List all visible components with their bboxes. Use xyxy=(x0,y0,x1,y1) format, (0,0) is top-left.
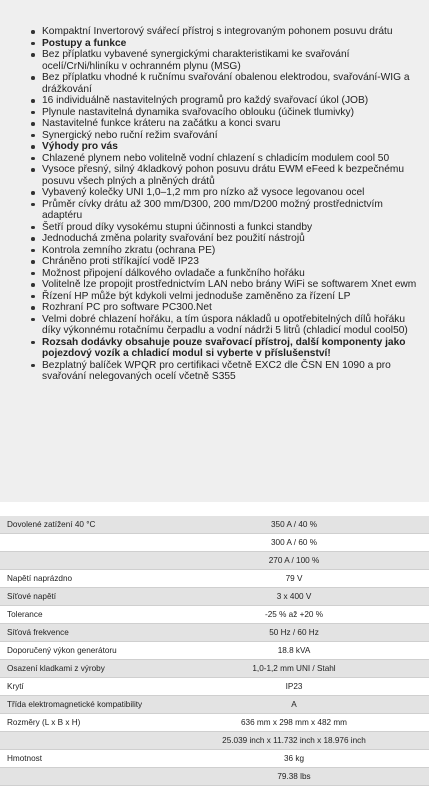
feature-item: Synergický nebo ruční režim svařování xyxy=(0,130,417,142)
feature-item: Vysoce přesný, silný 4kladkový pohon posuvu drátu EWM eFeed k bezpečnému posuvu všech plných a plněných drátů xyxy=(0,164,417,187)
feature-item: 16 individuálně nastavitelných programů pro každý svařovací úkol (JOB) xyxy=(0,95,417,107)
feature-item: Průměr cívky drátu až 300 mm/D300, 200 mm/D200 možný prostřednictvím adaptéru xyxy=(0,199,417,222)
spec-row xyxy=(0,516,429,534)
spec-row xyxy=(0,624,429,642)
feature-item: Bezplatný balíček WPQR pro certifikaci včetně EXC2 dle ČSN EN 1090 a pro svařování nelegovaných ocelí včetně S355 xyxy=(0,360,417,383)
feature-item: Rozhraní PC pro software PC300.Net xyxy=(0,302,417,314)
feature-item: Šetří proud díky vysokému stupni účinnosti a funkci standby xyxy=(0,222,417,234)
spec-value: 1,0-1,2 mm UNI / Stahl xyxy=(159,660,429,678)
feature-item: Chlazené plynem nebo volitelně vodní chlazení s chladicím modulem cool 50 xyxy=(0,153,417,165)
feature-item: Chráněno proti stříkající vodě IP23 xyxy=(0,256,417,268)
spec-label: Třída elektromagnetické kompatibility xyxy=(0,696,159,714)
specs-table xyxy=(0,516,429,786)
spec-value: 350 A / 40 % xyxy=(159,516,429,534)
spec-label: Síťové napětí xyxy=(0,588,159,606)
spec-row xyxy=(0,696,429,714)
spec-label: Doporučený výkon generátoru xyxy=(0,642,159,660)
spec-row xyxy=(0,750,429,768)
feature-item: Vybavený kolečky UNI 1,0–1,2 mm pro nízko až vysoce legovanou ocel xyxy=(0,187,417,199)
feature-item: Řízení HP může být kdykoli velmi jednoduše zaměněno za řízení LP xyxy=(0,291,417,303)
spec-value: 636 mm x 298 mm x 482 mm xyxy=(159,714,429,732)
spec-label: Síťová frekvence xyxy=(0,624,159,642)
spec-label: Krytí xyxy=(0,678,159,696)
spec-value: IP23 xyxy=(159,678,429,696)
feature-item: Bez příplatku vybavené synergickými charakteristikami ke svařování ocelí/CrNi/hliníku v ochranném plynu (MSG) xyxy=(0,49,417,72)
feature-heading: Výhody pro vás xyxy=(0,141,417,153)
feature-item: Kompaktní Invertorový svářecí přístroj s integrovaným pohonem posuvu drátu xyxy=(0,26,417,38)
spec-value: 300 A / 60 % xyxy=(159,534,429,552)
feature-item: Bez příplatku vhodné k ručnímu svařování obalenou elektrodou, svařování-WIG a drážkování xyxy=(0,72,417,95)
spec-value: 79.38 lbs xyxy=(159,768,429,786)
feature-heading: Postupy a funkce xyxy=(0,38,417,50)
spec-value: -25 % až +20 % xyxy=(159,606,429,624)
feature-item: Nastavitelné funkce kráteru na začátku a konci svaru xyxy=(0,118,417,130)
spec-value: 50 Hz / 60 Hz xyxy=(159,624,429,642)
spec-row xyxy=(0,714,429,732)
spec-label xyxy=(0,552,159,570)
feature-item: Plynule nastavitelná dynamika svařovacího oblouku (účinek tlumivky) xyxy=(0,107,417,119)
spec-label: Dovolené zatížení 40 °C xyxy=(0,516,159,534)
spec-value: 79 V xyxy=(159,570,429,588)
spec-row xyxy=(0,552,429,570)
spec-label: Osazení kladkami z výroby xyxy=(0,660,159,678)
spec-row xyxy=(0,660,429,678)
spec-row xyxy=(0,642,429,660)
spec-row xyxy=(0,534,429,552)
feature-item: Možnost připojení dálkového ovladače a funkčního hořáku xyxy=(0,268,417,280)
spec-label xyxy=(0,732,159,750)
spec-value: 270 A / 100 % xyxy=(159,552,429,570)
spec-value: 3 x 400 V xyxy=(159,588,429,606)
spec-value: 25.039 inch x 11.732 inch x 18.976 inch xyxy=(159,732,429,750)
feature-item: Velmi dobré chlazení hořáku, a tím úspora nákladů u opotřebitelných dílů hořáku díky výkonnému rotačnímu čerpadlu a vodní nádrži 5 litrů (chladicí modul cool50) xyxy=(0,314,417,337)
spec-label: Hmotnost xyxy=(0,750,159,768)
spec-value: 18.8 kVA xyxy=(159,642,429,660)
spec-value: A xyxy=(159,696,429,714)
feature-heading: Rozsah dodávky obsahuje pouze svařovací přístroj, další komponenty jako pojezdový vozík a chladicí modul si vyberte v příslušenství! xyxy=(0,337,417,360)
spec-row xyxy=(0,588,429,606)
spec-label xyxy=(0,768,159,786)
spec-label: Napětí naprázdno xyxy=(0,570,159,588)
spec-row xyxy=(0,732,429,750)
spec-value: 36 kg xyxy=(159,750,429,768)
feature-item: Volitelně lze propojit prostřednictvím LAN nebo brány WiFi se softwarem Xnet ewm xyxy=(0,279,417,291)
spec-row xyxy=(0,570,429,588)
feature-item: Jednoduchá změna polarity svařování bez použití nástrojů xyxy=(0,233,417,245)
spec-label xyxy=(0,534,159,552)
feature-item: Kontrola zemního zkratu (ochrana PE) xyxy=(0,245,417,257)
spec-row xyxy=(0,768,429,786)
spec-label: Tolerance xyxy=(0,606,159,624)
spec-row xyxy=(0,606,429,624)
spec-label: Rozměry (L x B x H) xyxy=(0,714,159,732)
feature-list xyxy=(0,26,417,383)
spec-row xyxy=(0,678,429,696)
